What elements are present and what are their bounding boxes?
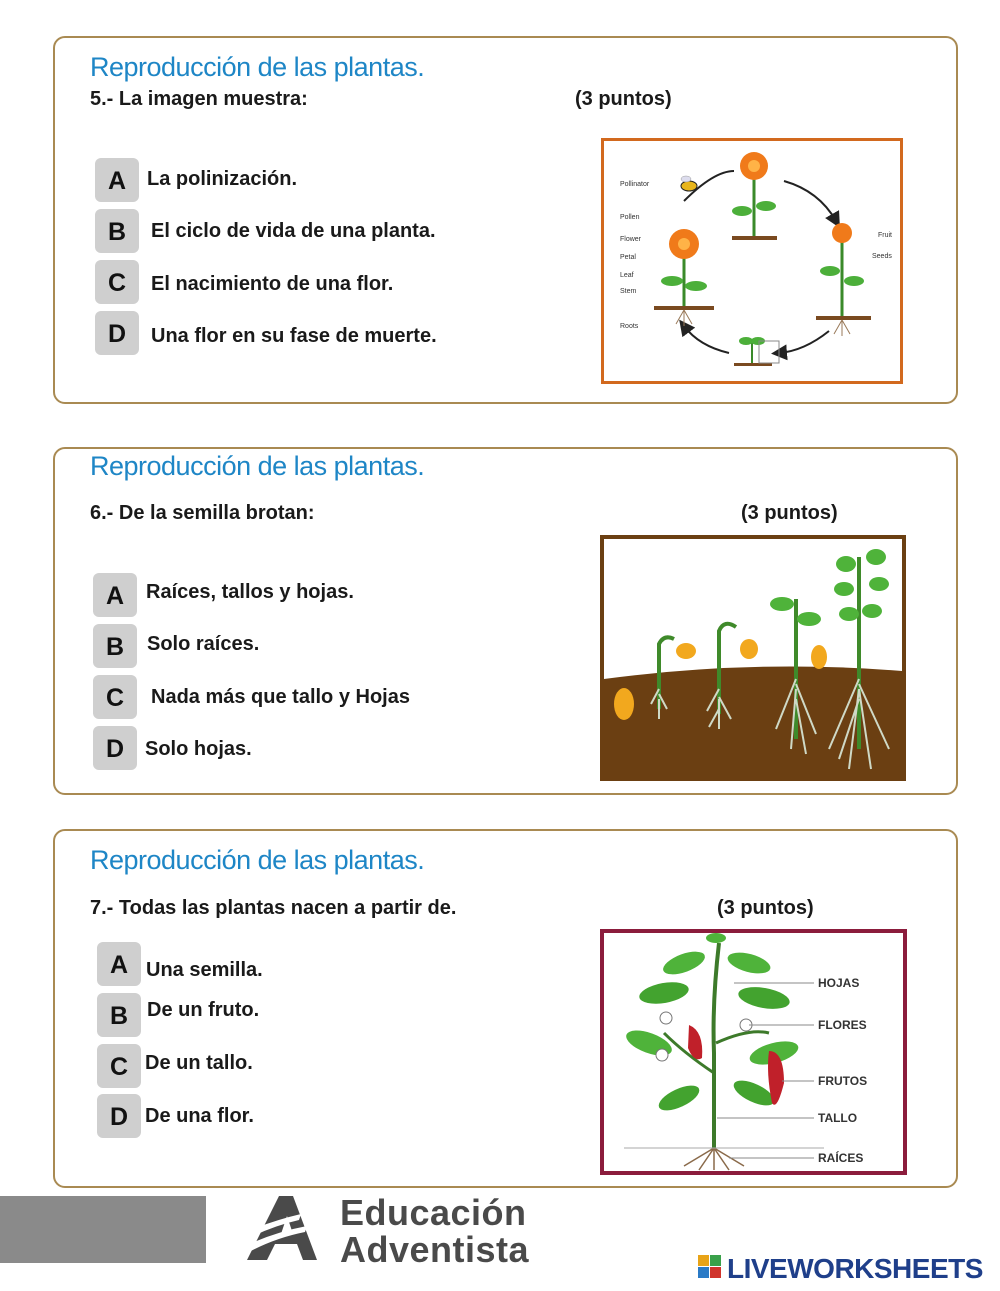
footer-bar bbox=[0, 1196, 206, 1263]
option-c-text: Nada más que tallo y Hojas bbox=[151, 686, 410, 708]
question-text: 5.- La imagen muestra: bbox=[90, 88, 308, 110]
figure-label-hojas: HOJAS bbox=[818, 976, 860, 990]
option-a-text: La polinización. bbox=[147, 168, 298, 190]
figure-label-roots: Roots bbox=[620, 323, 639, 330]
card-title: Reproducción de las plantas. bbox=[90, 52, 425, 82]
option-c-text: El nacimiento de una flor. bbox=[151, 273, 394, 295]
option-c-button[interactable]: C bbox=[97, 1044, 141, 1088]
liveworksheets-logo-icon bbox=[698, 1255, 722, 1284]
figure-label-fruit: Fruit bbox=[878, 232, 892, 239]
option-d-button[interactable]: D bbox=[97, 1094, 141, 1138]
option-d-button[interactable]: D bbox=[93, 726, 137, 770]
figure-label-seeds: Seeds bbox=[872, 253, 892, 260]
points-label: (3 puntos) bbox=[717, 897, 814, 919]
figure-label-petal: Petal bbox=[620, 254, 636, 261]
option-c-button[interactable]: C bbox=[95, 260, 139, 304]
option-b-text: De un fruto. bbox=[147, 999, 260, 1021]
figure-label-stem: Stem bbox=[620, 288, 637, 295]
adventist-logo-icon bbox=[245, 1192, 325, 1269]
option-b-button[interactable]: B bbox=[97, 993, 141, 1037]
option-d-text: Una flor en su fase de muerte. bbox=[151, 325, 437, 347]
question-card-5 bbox=[53, 36, 958, 404]
figure-label-leaf: Leaf bbox=[620, 272, 634, 279]
brand-line-1: Educación bbox=[340, 1192, 527, 1233]
option-c-text: De un tallo. bbox=[145, 1052, 253, 1074]
seed-germination-figure bbox=[600, 535, 906, 781]
option-c-button[interactable]: C bbox=[93, 675, 137, 719]
option-b-text: El ciclo de vida de una planta. bbox=[151, 220, 436, 242]
option-d-text: De una flor. bbox=[145, 1105, 254, 1127]
question-card-7 bbox=[53, 829, 958, 1188]
figure-label-tallo: TALLO bbox=[818, 1111, 858, 1125]
option-b-button[interactable]: B bbox=[95, 209, 139, 253]
option-d-button[interactable]: D bbox=[95, 311, 139, 355]
figure-label-pollinator: Pollinator bbox=[620, 181, 650, 188]
option-a-button[interactable]: A bbox=[97, 942, 141, 986]
figure-label-pollen: Pollen bbox=[620, 214, 640, 221]
question-text: 6.- De la semilla brotan: bbox=[90, 502, 315, 524]
question-text: 7.- Todas las plantas nacen a partir de. bbox=[90, 897, 457, 919]
option-a-text: Raíces, tallos y hojas. bbox=[146, 581, 354, 603]
card-title: Reproducción de las plantas. bbox=[90, 451, 425, 481]
plant-life-cycle-figure bbox=[601, 138, 903, 384]
option-a-button[interactable]: A bbox=[95, 158, 139, 202]
brand-line-2: Adventista bbox=[340, 1229, 530, 1270]
option-d-text: Solo hojas. bbox=[145, 738, 252, 760]
figure-label-frutos: FRUTOS bbox=[818, 1074, 868, 1088]
liveworksheets-brand: LIVEWORKSHEETS bbox=[727, 1253, 983, 1284]
points-label: (3 puntos) bbox=[741, 502, 838, 524]
option-b-text: Solo raíces. bbox=[147, 633, 260, 655]
option-a-button[interactable]: A bbox=[93, 573, 137, 617]
option-a-text: Una semilla. bbox=[146, 959, 263, 981]
question-card-6 bbox=[53, 447, 958, 795]
plant-parts-figure bbox=[600, 929, 907, 1175]
option-b-button[interactable]: B bbox=[93, 624, 137, 668]
card-title: Reproducción de las plantas. bbox=[90, 845, 425, 875]
figure-label-flores: FLORES bbox=[818, 1018, 867, 1032]
figure-label-flower: Flower bbox=[620, 236, 642, 243]
points-label: (3 puntos) bbox=[575, 88, 672, 110]
figure-label-raices: RAÍCES bbox=[818, 1151, 864, 1165]
